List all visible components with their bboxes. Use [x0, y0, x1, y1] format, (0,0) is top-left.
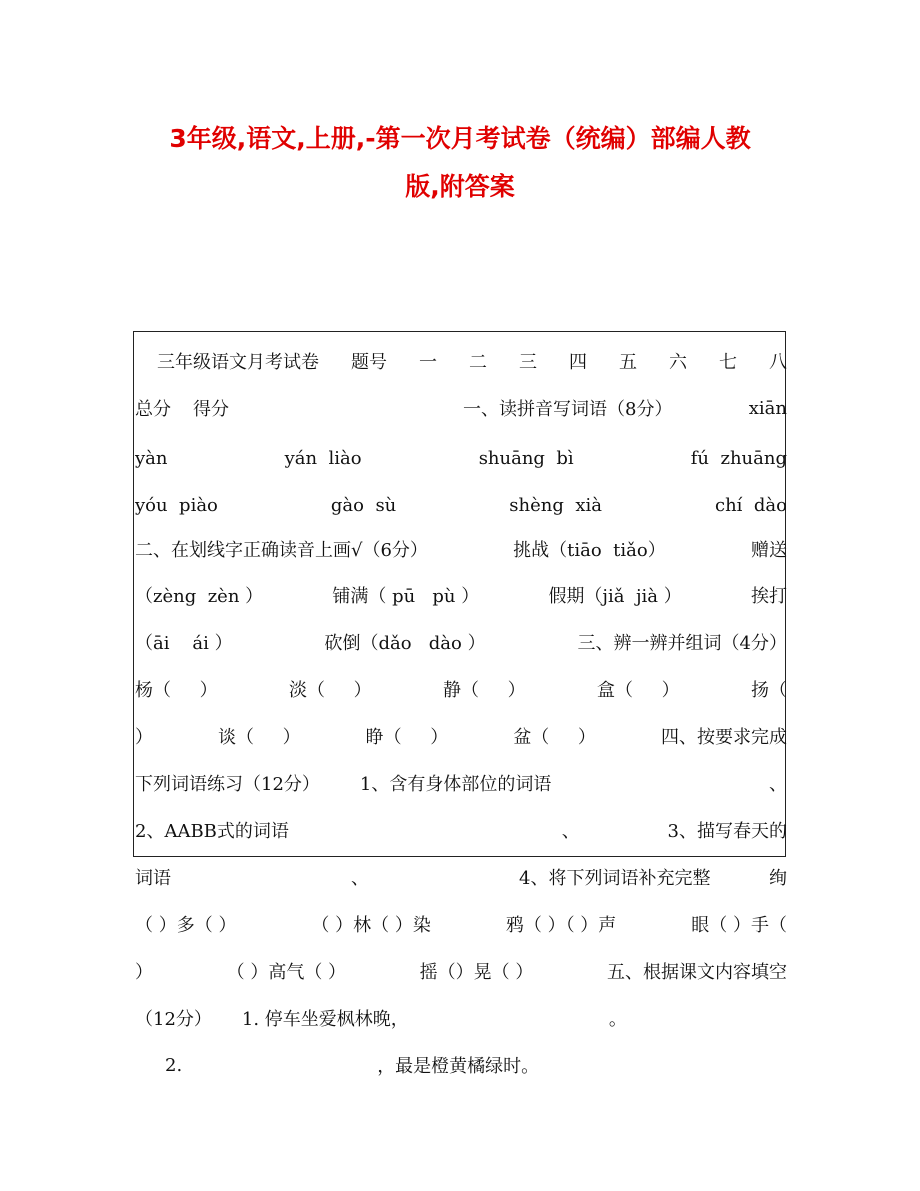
word-item: 静（ ）	[443, 680, 526, 701]
word-item: 谈（ ）	[218, 727, 301, 748]
poem-line: 1. 停车坐爱枫林晚，	[241, 1009, 409, 1030]
pinyin-item: yóu piào	[135, 494, 218, 516]
exercise-item: 4、将下列词语补充完整	[519, 868, 711, 889]
section-heading: 三、辨一辨并组词（4分）	[577, 633, 787, 654]
poem-number: 2.	[165, 1054, 183, 1076]
word-item: 睁（ ）	[365, 727, 449, 748]
score-label: 得分	[193, 399, 229, 420]
points-label: （12分）	[135, 1009, 212, 1030]
text-line	[135, 721, 787, 751]
reading-item: 假期（jiǎ jià ）	[548, 586, 682, 607]
blank-end: 。	[608, 1009, 627, 1030]
pinyin-item: yán liào	[284, 447, 362, 469]
section-number: 六	[669, 352, 687, 373]
idiom-item: （ ）林（ ）染	[311, 915, 431, 936]
document-title-line-2: 版,附答案	[405, 172, 515, 201]
text-line	[135, 956, 787, 986]
reading-item: 挑战（tiāo tiǎo）	[513, 540, 666, 561]
poem-line: ，最是橙黄橘绿时。	[377, 1056, 540, 1077]
section-number: 八	[769, 352, 787, 373]
idiom-item: ）	[135, 962, 153, 983]
text-line	[135, 1050, 787, 1080]
text-line	[135, 580, 787, 610]
pinyin-item: chí dào	[715, 494, 787, 516]
section-heading: 下列词语练习（12分）	[135, 774, 320, 795]
word-item: ）	[135, 727, 153, 748]
idiom-item: 摇（）晃（ ）	[419, 962, 534, 983]
section-number: 三	[519, 352, 537, 373]
question-number-label: 题号	[351, 352, 387, 373]
blank-separator: 、	[351, 868, 369, 889]
word-item: 扬（	[751, 680, 787, 701]
text-line	[135, 627, 787, 657]
text-line	[135, 393, 787, 423]
exercise-item: 1、含有身体部位的词语	[359, 774, 552, 795]
text-line	[135, 534, 787, 564]
text-line	[135, 1003, 787, 1033]
section-number: 四	[569, 352, 587, 373]
reading-item: （zèng zèn ）	[135, 586, 264, 607]
pinyin-item: shuāng bì	[478, 447, 574, 469]
word-item: 杨（ ）	[135, 680, 218, 701]
idiom-item: （ ）高气（ ）	[226, 962, 347, 983]
text-line	[135, 815, 787, 845]
pinyin-item: yàn	[135, 447, 168, 469]
reading-item: 砍倒（dǎo dào ）	[324, 633, 486, 654]
text-line	[135, 674, 787, 704]
blank-separator: 、	[769, 774, 787, 795]
blank-separator: 、	[561, 821, 580, 842]
text-line	[135, 862, 787, 892]
word-item: 盆（ ）	[513, 727, 596, 748]
section-number: 二	[469, 352, 487, 373]
word-item: 绚	[769, 868, 787, 889]
exercise-item: 2、AABB式的词语	[135, 821, 289, 842]
pinyin-item: gào sù	[330, 494, 397, 516]
section-number: 五	[619, 352, 637, 373]
text-line	[135, 909, 787, 939]
pinyin-item: fú zhuāng	[690, 447, 787, 469]
idiom-item: （ ）多（ ）	[135, 915, 237, 936]
section-heading: 一、读拼音写词语（8分）	[463, 399, 673, 420]
reading-item: （āi ái ）	[135, 633, 233, 654]
exercise-item: 词语	[135, 868, 171, 889]
idiom-item: 眼（ ）手（	[691, 915, 787, 936]
section-number: 一	[419, 352, 437, 373]
section-heading: 二、在划线字正确读音上画√（6分）	[135, 540, 428, 561]
text-line	[135, 768, 787, 798]
section-heading: 四、按要求完成	[660, 727, 787, 748]
reading-item: 赠送	[750, 540, 787, 561]
pinyin-item: shèng xià	[509, 494, 602, 516]
reading-item: 挨打	[750, 586, 787, 607]
text-line	[135, 443, 787, 473]
text-line	[135, 490, 787, 520]
word-item: 淡（ ）	[289, 680, 372, 701]
exam-heading: 三年级语文月考试卷	[157, 352, 319, 373]
exercise-item: 3、描写春天的	[667, 821, 787, 842]
header-row	[135, 346, 787, 376]
total-score-label: 总分	[135, 399, 171, 420]
section-heading: 五、根据课文内容填空	[606, 962, 787, 983]
reading-item: 铺满（ pū pù ）	[332, 586, 480, 607]
word-item: 盒（ ）	[597, 680, 680, 701]
idiom-item: 鸦（ ）（ ）声	[505, 915, 617, 936]
pinyin-item: xiān	[748, 397, 787, 419]
section-number: 七	[719, 352, 737, 373]
document-title-line-1: 3年级,语文,上册,-第一次月考试卷（统编）部编人教	[169, 124, 751, 153]
